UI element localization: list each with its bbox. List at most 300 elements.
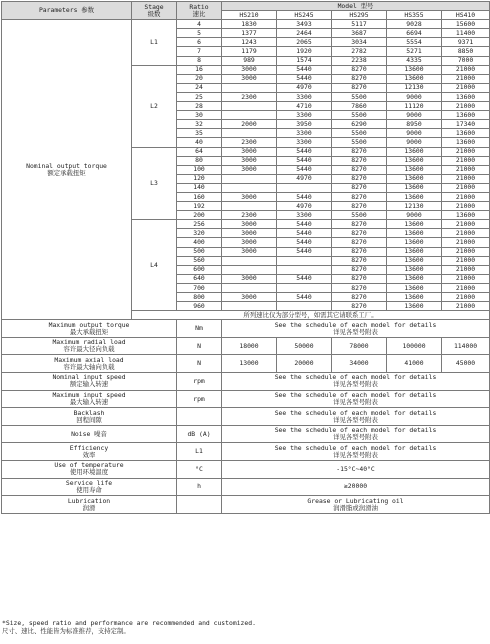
torque-value: 21000 (442, 83, 490, 92)
torque-value: 3300 (277, 92, 332, 101)
torque-value: 21000 (442, 192, 490, 201)
torque-value: 8270 (332, 220, 387, 229)
ratio-header-line: Ratio (189, 2, 209, 11)
footnote-english: *Size, speed ratio and performance are recommended and customized. (2, 619, 256, 627)
torque-value: 9000 (387, 138, 442, 147)
torque-value: 1920 (277, 47, 332, 56)
torque-value: 2065 (277, 38, 332, 47)
torque-value: 21000 (442, 147, 490, 156)
spec-unit (177, 408, 222, 426)
specification-table (1, 1, 490, 514)
torque-value: 9000 (387, 211, 442, 220)
torque-value: 2000 (222, 120, 277, 129)
spec-text (222, 408, 490, 426)
spec-text (222, 478, 490, 496)
spec-row (2, 461, 490, 479)
spec-value: 114000 (442, 337, 490, 355)
torque-value: 2464 (277, 29, 332, 38)
torque-value: 7000 (442, 56, 490, 65)
spec-text-line: 详见各型号附表 (333, 397, 378, 406)
torque-value: 8270 (332, 247, 387, 256)
spec-row (2, 320, 490, 338)
torque-value: 9371 (442, 38, 490, 47)
torque-value: 4970 (277, 202, 332, 211)
torque-value: 4710 (277, 102, 332, 111)
spec-label-line: 额定输入转速 (69, 380, 109, 389)
torque-value: 13600 (387, 274, 442, 283)
torque-value: 15600 (442, 20, 490, 29)
torque-value: 21000 (442, 165, 490, 174)
ratio-value: 960 (177, 302, 222, 311)
spec-text (222, 443, 490, 461)
torque-value: 8270 (332, 83, 387, 92)
ratio-value: 25 (177, 92, 222, 101)
torque-value: 1243 (222, 38, 277, 47)
spec-row (2, 390, 490, 408)
spec-value: 34000 (332, 355, 387, 373)
torque-value: 13600 (387, 220, 442, 229)
ratio-value: 7 (177, 47, 222, 56)
spec-text-line: ≥20000 (343, 482, 368, 491)
torque-value: 13600 (387, 238, 442, 247)
torque-value: 8850 (442, 47, 490, 56)
ratio-value: 24 (177, 83, 222, 92)
spec-label-line: 回程间隙 (76, 415, 102, 424)
spec-text (222, 390, 490, 408)
torque-value: 13600 (387, 283, 442, 292)
torque-value (277, 256, 332, 265)
torque-value: 21000 (442, 174, 490, 183)
torque-value: 13600 (387, 183, 442, 192)
torque-value: 9028 (387, 20, 442, 29)
footnote (2, 619, 488, 636)
spec-text-line: See the schedule of each model for details (274, 443, 437, 452)
spec-label-line: 润滑 (82, 503, 96, 512)
ratio-value: 30 (177, 111, 222, 120)
ratio-value: 200 (177, 211, 222, 220)
spec-label-line: Maximum input speed (52, 391, 126, 400)
spec-value: 18000 (222, 337, 277, 355)
torque-value: 8270 (332, 74, 387, 83)
torque-value (222, 283, 277, 292)
spec-label-line: Lubrication (67, 496, 111, 505)
spec-label-line: Use of temperature (54, 461, 124, 470)
spec-text (222, 425, 490, 443)
torque-value: 12130 (387, 83, 442, 92)
torque-value (222, 129, 277, 138)
torque-value: 5500 (332, 111, 387, 120)
ratio-value: 32 (177, 120, 222, 129)
spec-text-line: 详见各型号附表 (333, 415, 378, 424)
torque-value: 7860 (332, 102, 387, 111)
ratio-value: 140 (177, 183, 222, 192)
torque-value: 13600 (387, 256, 442, 265)
torque-value: 13600 (387, 74, 442, 83)
torque-value: 13600 (442, 111, 490, 120)
spec-label (2, 443, 177, 461)
torque-value: 5440 (277, 229, 332, 238)
torque-value: 8270 (332, 156, 387, 165)
spec-text (222, 496, 490, 514)
ratio-value: 4 (177, 20, 222, 29)
torque-value: 21000 (442, 265, 490, 274)
ratio-value: 20 (177, 74, 222, 83)
torque-value: 13600 (387, 229, 442, 238)
spec-text (222, 320, 490, 338)
torque-value: 21000 (442, 274, 490, 283)
spec-text-line: 详见各型号附表 (333, 380, 378, 389)
ratio-value: 6 (177, 38, 222, 47)
torque-value: 3000 (222, 247, 277, 256)
ratio-value: 80 (177, 156, 222, 165)
spec-text-line: 详见各型号附表 (333, 327, 378, 336)
torque-value: 5440 (277, 192, 332, 201)
spec-text-line: 润滑脂或润滑油 (333, 503, 378, 512)
torque-value: 8270 (332, 256, 387, 265)
torque-value: 4335 (387, 56, 442, 65)
spec-label-line: Efficiency (69, 443, 109, 452)
torque-value: 21000 (442, 247, 490, 256)
torque-value: 3300 (277, 138, 332, 147)
torque-value: 5440 (277, 165, 332, 174)
spec-value: 45000 (442, 355, 490, 373)
torque-value: 8270 (332, 265, 387, 274)
torque-value: 8270 (332, 283, 387, 292)
torque-value: 2300 (222, 211, 277, 220)
ratio-value: 256 (177, 220, 222, 229)
torque-value: 9000 (387, 129, 442, 138)
torque-value: 1377 (222, 29, 277, 38)
torque-value: 13600 (442, 92, 490, 101)
header-row (2, 2, 490, 11)
torque-value: 9000 (387, 92, 442, 101)
spec-text (222, 373, 490, 391)
spec-text-line: See the schedule of each model for details (274, 373, 437, 382)
torque-value: 5500 (332, 92, 387, 101)
torque-value: 3000 (222, 147, 277, 156)
torque-value: 13600 (387, 174, 442, 183)
spec-label (2, 373, 177, 391)
torque-value: 2782 (332, 47, 387, 56)
torque-value: 3493 (277, 20, 332, 29)
spec-text (222, 461, 490, 479)
torque-value: 1830 (222, 20, 277, 29)
spec-label-line: 最大承载扭矩 (69, 327, 109, 336)
stage-header-line: Stage (144, 2, 164, 11)
spec-unit: L1 (177, 443, 222, 461)
spec-unit: N (177, 337, 222, 355)
torque-value: 3000 (222, 65, 277, 74)
torque-value: 21000 (442, 238, 490, 247)
torque-value: 13600 (442, 129, 490, 138)
torque-value: 3000 (222, 192, 277, 201)
torque-value: 13600 (442, 211, 490, 220)
torque-value: 13600 (387, 302, 442, 311)
torque-value: 2300 (222, 92, 277, 101)
nominal-output-torque-label-line: Nominal output torque (26, 161, 107, 170)
torque-value (222, 302, 277, 311)
torque-value: 1179 (222, 47, 277, 56)
torque-value: 3300 (277, 111, 332, 120)
spec-unit: °C (177, 461, 222, 479)
torque-value (277, 183, 332, 192)
torque-value: 8270 (332, 174, 387, 183)
spec-label-line: 最大输入转速 (69, 397, 109, 406)
torque-value: 5440 (277, 147, 332, 156)
torque-value: 3687 (332, 29, 387, 38)
torque-value: 4970 (277, 83, 332, 92)
spec-label (2, 408, 177, 426)
spec-unit: Nm (177, 320, 222, 338)
spec-text-line: -15°C~40°C (336, 464, 375, 473)
ratio-value: 40 (177, 138, 222, 147)
torque-value: 3000 (222, 274, 277, 283)
spec-label-line: 使用环境温度 (69, 468, 109, 477)
spec-text-line: See the schedule of each model for details (274, 426, 437, 435)
torque-value: 21000 (442, 302, 490, 311)
torque-value (277, 302, 332, 311)
spec-label-line: Backlash (73, 408, 105, 417)
ratio-value: 64 (177, 147, 222, 156)
ratio-header (177, 2, 222, 20)
ratio-value: 600 (177, 265, 222, 274)
spec-text-line: Grease or Lubricating oil (307, 496, 404, 505)
torque-value: 13600 (442, 138, 490, 147)
spec-text-line: See the schedule of each model for details (274, 391, 437, 400)
torque-value: 3034 (332, 38, 387, 47)
ratio-value: 320 (177, 229, 222, 238)
torque-value: 5117 (332, 20, 387, 29)
torque-value: 3000 (222, 74, 277, 83)
torque-value: 5440 (277, 238, 332, 247)
spec-label-line: 容许最大径向负载 (63, 345, 115, 354)
spec-unit: h (177, 478, 222, 496)
torque-value: 8270 (332, 147, 387, 156)
torque-value: 11400 (442, 29, 490, 38)
torque-value: 13600 (387, 65, 442, 74)
model-hs245-header: HS245 (277, 11, 332, 20)
spec-value: 13000 (222, 355, 277, 373)
torque-value: 13600 (387, 165, 442, 174)
torque-value (222, 83, 277, 92)
spec-row (2, 355, 490, 373)
torque-value: 21000 (442, 102, 490, 111)
ratio-value: 700 (177, 283, 222, 292)
spec-row (2, 443, 490, 461)
ratio-header-line: 速比 (192, 9, 206, 18)
torque-value: 21000 (442, 183, 490, 192)
specification-table-body (2, 2, 490, 514)
torque-value: 8270 (332, 192, 387, 201)
stage-header-line: 级数 (147, 9, 161, 18)
torque-value: 8270 (332, 302, 387, 311)
torque-value: 6290 (332, 120, 387, 129)
torque-value: 5500 (332, 129, 387, 138)
torque-value: 1574 (277, 56, 332, 65)
spec-value: 20000 (277, 355, 332, 373)
torque-value: 13600 (387, 293, 442, 302)
ratio-value: 560 (177, 256, 222, 265)
spec-row (2, 337, 490, 355)
spec-unit: rpm (177, 373, 222, 391)
spec-label (2, 425, 177, 443)
model-hs410-header: HS410 (442, 11, 490, 20)
spec-label (2, 390, 177, 408)
torque-value: 3000 (222, 165, 277, 174)
torque-value: 12130 (387, 202, 442, 211)
torque-value: 3000 (222, 229, 277, 238)
ratio-value: 500 (177, 247, 222, 256)
ratio-value: 16 (177, 65, 222, 74)
ratio-value: 100 (177, 165, 222, 174)
spec-value: 78000 (332, 337, 387, 355)
torque-value: 21000 (442, 283, 490, 292)
model-hs355-header: HS355 (387, 11, 442, 20)
spec-unit: dB (A) (177, 425, 222, 443)
torque-value (222, 183, 277, 192)
stage-l3-label: L3 (132, 147, 177, 220)
torque-value: 11120 (387, 102, 442, 111)
model-header: Model 型号 (222, 2, 490, 11)
torque-value: 13600 (387, 192, 442, 201)
torque-value (222, 256, 277, 265)
torque-value: 5554 (387, 38, 442, 47)
spec-text-line: 详见各型号附表 (333, 450, 378, 459)
torque-value: 4970 (277, 174, 332, 183)
torque-value: 13600 (387, 147, 442, 156)
ratio-value: 192 (177, 202, 222, 211)
spec-label (2, 355, 177, 373)
spec-row (2, 408, 490, 426)
spec-unit: rpm (177, 390, 222, 408)
torque-value (222, 102, 277, 111)
stage-l4-label: L4 (132, 220, 177, 311)
torque-value: 9000 (387, 111, 442, 120)
ratio-value: 28 (177, 102, 222, 111)
torque-value: 21000 (442, 220, 490, 229)
spec-row (2, 373, 490, 391)
spec-label-line: Maximum axial load (54, 355, 124, 364)
spec-label (2, 496, 177, 514)
torque-row (2, 20, 490, 29)
torque-value: 21000 (442, 74, 490, 83)
torque-value (222, 202, 277, 211)
spec-label-line: Maximum output torque (48, 320, 130, 329)
ratio-value: 5 (177, 29, 222, 38)
model-hs295-header: HS295 (332, 11, 387, 20)
torque-value: 21000 (442, 229, 490, 238)
torque-value: 21000 (442, 293, 490, 302)
ratio-value: 400 (177, 238, 222, 247)
torque-value: 13600 (387, 247, 442, 256)
torque-value: 21000 (442, 202, 490, 211)
torque-value: 8270 (332, 293, 387, 302)
ratio-value: 800 (177, 293, 222, 302)
torque-value: 5440 (277, 65, 332, 74)
ratio-value: 160 (177, 192, 222, 201)
spec-label (2, 337, 177, 355)
spec-text-line: See the schedule of each model for details (274, 408, 437, 417)
spec-unit (177, 496, 222, 514)
torque-value: 13600 (387, 156, 442, 165)
ratio-value: 640 (177, 274, 222, 283)
spec-value: 41000 (387, 355, 442, 373)
torque-value (222, 265, 277, 274)
spec-label (2, 478, 177, 496)
torque-value: 3000 (222, 293, 277, 302)
torque-value: 21000 (442, 65, 490, 74)
spec-row (2, 478, 490, 496)
torque-value: 8270 (332, 183, 387, 192)
ratio-note: 所列速比仅为部分型号，如需其它请联系工厂。 (132, 311, 490, 320)
spec-label-line: Maximum radial load (52, 338, 126, 347)
torque-value: 17340 (442, 120, 490, 129)
torque-value (222, 111, 277, 120)
torque-value (277, 283, 332, 292)
spec-unit: N (177, 355, 222, 373)
torque-value: 21000 (442, 156, 490, 165)
spec-row (2, 496, 490, 514)
ratio-value: 120 (177, 174, 222, 183)
torque-value: 3300 (277, 211, 332, 220)
spec-label-line: Nominal input speed (52, 373, 126, 382)
spec-label-line: 效率 (82, 450, 96, 459)
nominal-output-torque-label (2, 20, 132, 320)
torque-value: 5500 (332, 138, 387, 147)
spec-label (2, 320, 177, 338)
torque-value: 6694 (387, 29, 442, 38)
torque-value: 8270 (332, 238, 387, 247)
torque-value: 3000 (222, 220, 277, 229)
torque-value (222, 174, 277, 183)
torque-value: 5500 (332, 211, 387, 220)
torque-value: 13600 (387, 265, 442, 274)
ratio-value: 8 (177, 56, 222, 65)
spec-text-line: 详见各型号附表 (333, 433, 378, 442)
model-hs210-header: HS210 (222, 11, 277, 20)
torque-value: 2238 (332, 56, 387, 65)
torque-value: 21000 (442, 256, 490, 265)
stage-l2-label: L2 (132, 65, 177, 147)
torque-value: 8270 (332, 202, 387, 211)
torque-value: 5440 (277, 293, 332, 302)
spec-text-line: See the schedule of each model for details (274, 320, 437, 329)
torque-value (277, 265, 332, 274)
torque-value: 5440 (277, 220, 332, 229)
torque-value: 8950 (387, 120, 442, 129)
spec-label-line: Service life (65, 479, 113, 488)
nominal-output-torque-label-line: 额定承载扭矩 (47, 168, 86, 177)
stage-header (132, 2, 177, 20)
spec-label-line: 容许最大轴向负载 (63, 362, 115, 371)
torque-value: 5271 (387, 47, 442, 56)
torque-value: 3000 (222, 238, 277, 247)
ratio-value: 35 (177, 129, 222, 138)
torque-value: 5440 (277, 247, 332, 256)
torque-value: 989 (222, 56, 277, 65)
torque-value: 8270 (332, 165, 387, 174)
torque-value: 8270 (332, 274, 387, 283)
torque-value: 8270 (332, 229, 387, 238)
torque-value: 5440 (277, 74, 332, 83)
torque-value: 3300 (277, 129, 332, 138)
spec-label (2, 461, 177, 479)
spec-value: 50000 (277, 337, 332, 355)
stage-l1-label: L1 (132, 20, 177, 65)
torque-value: 8270 (332, 65, 387, 74)
spec-label-line: 使用寿命 (76, 485, 102, 494)
torque-value: 5440 (277, 274, 332, 283)
